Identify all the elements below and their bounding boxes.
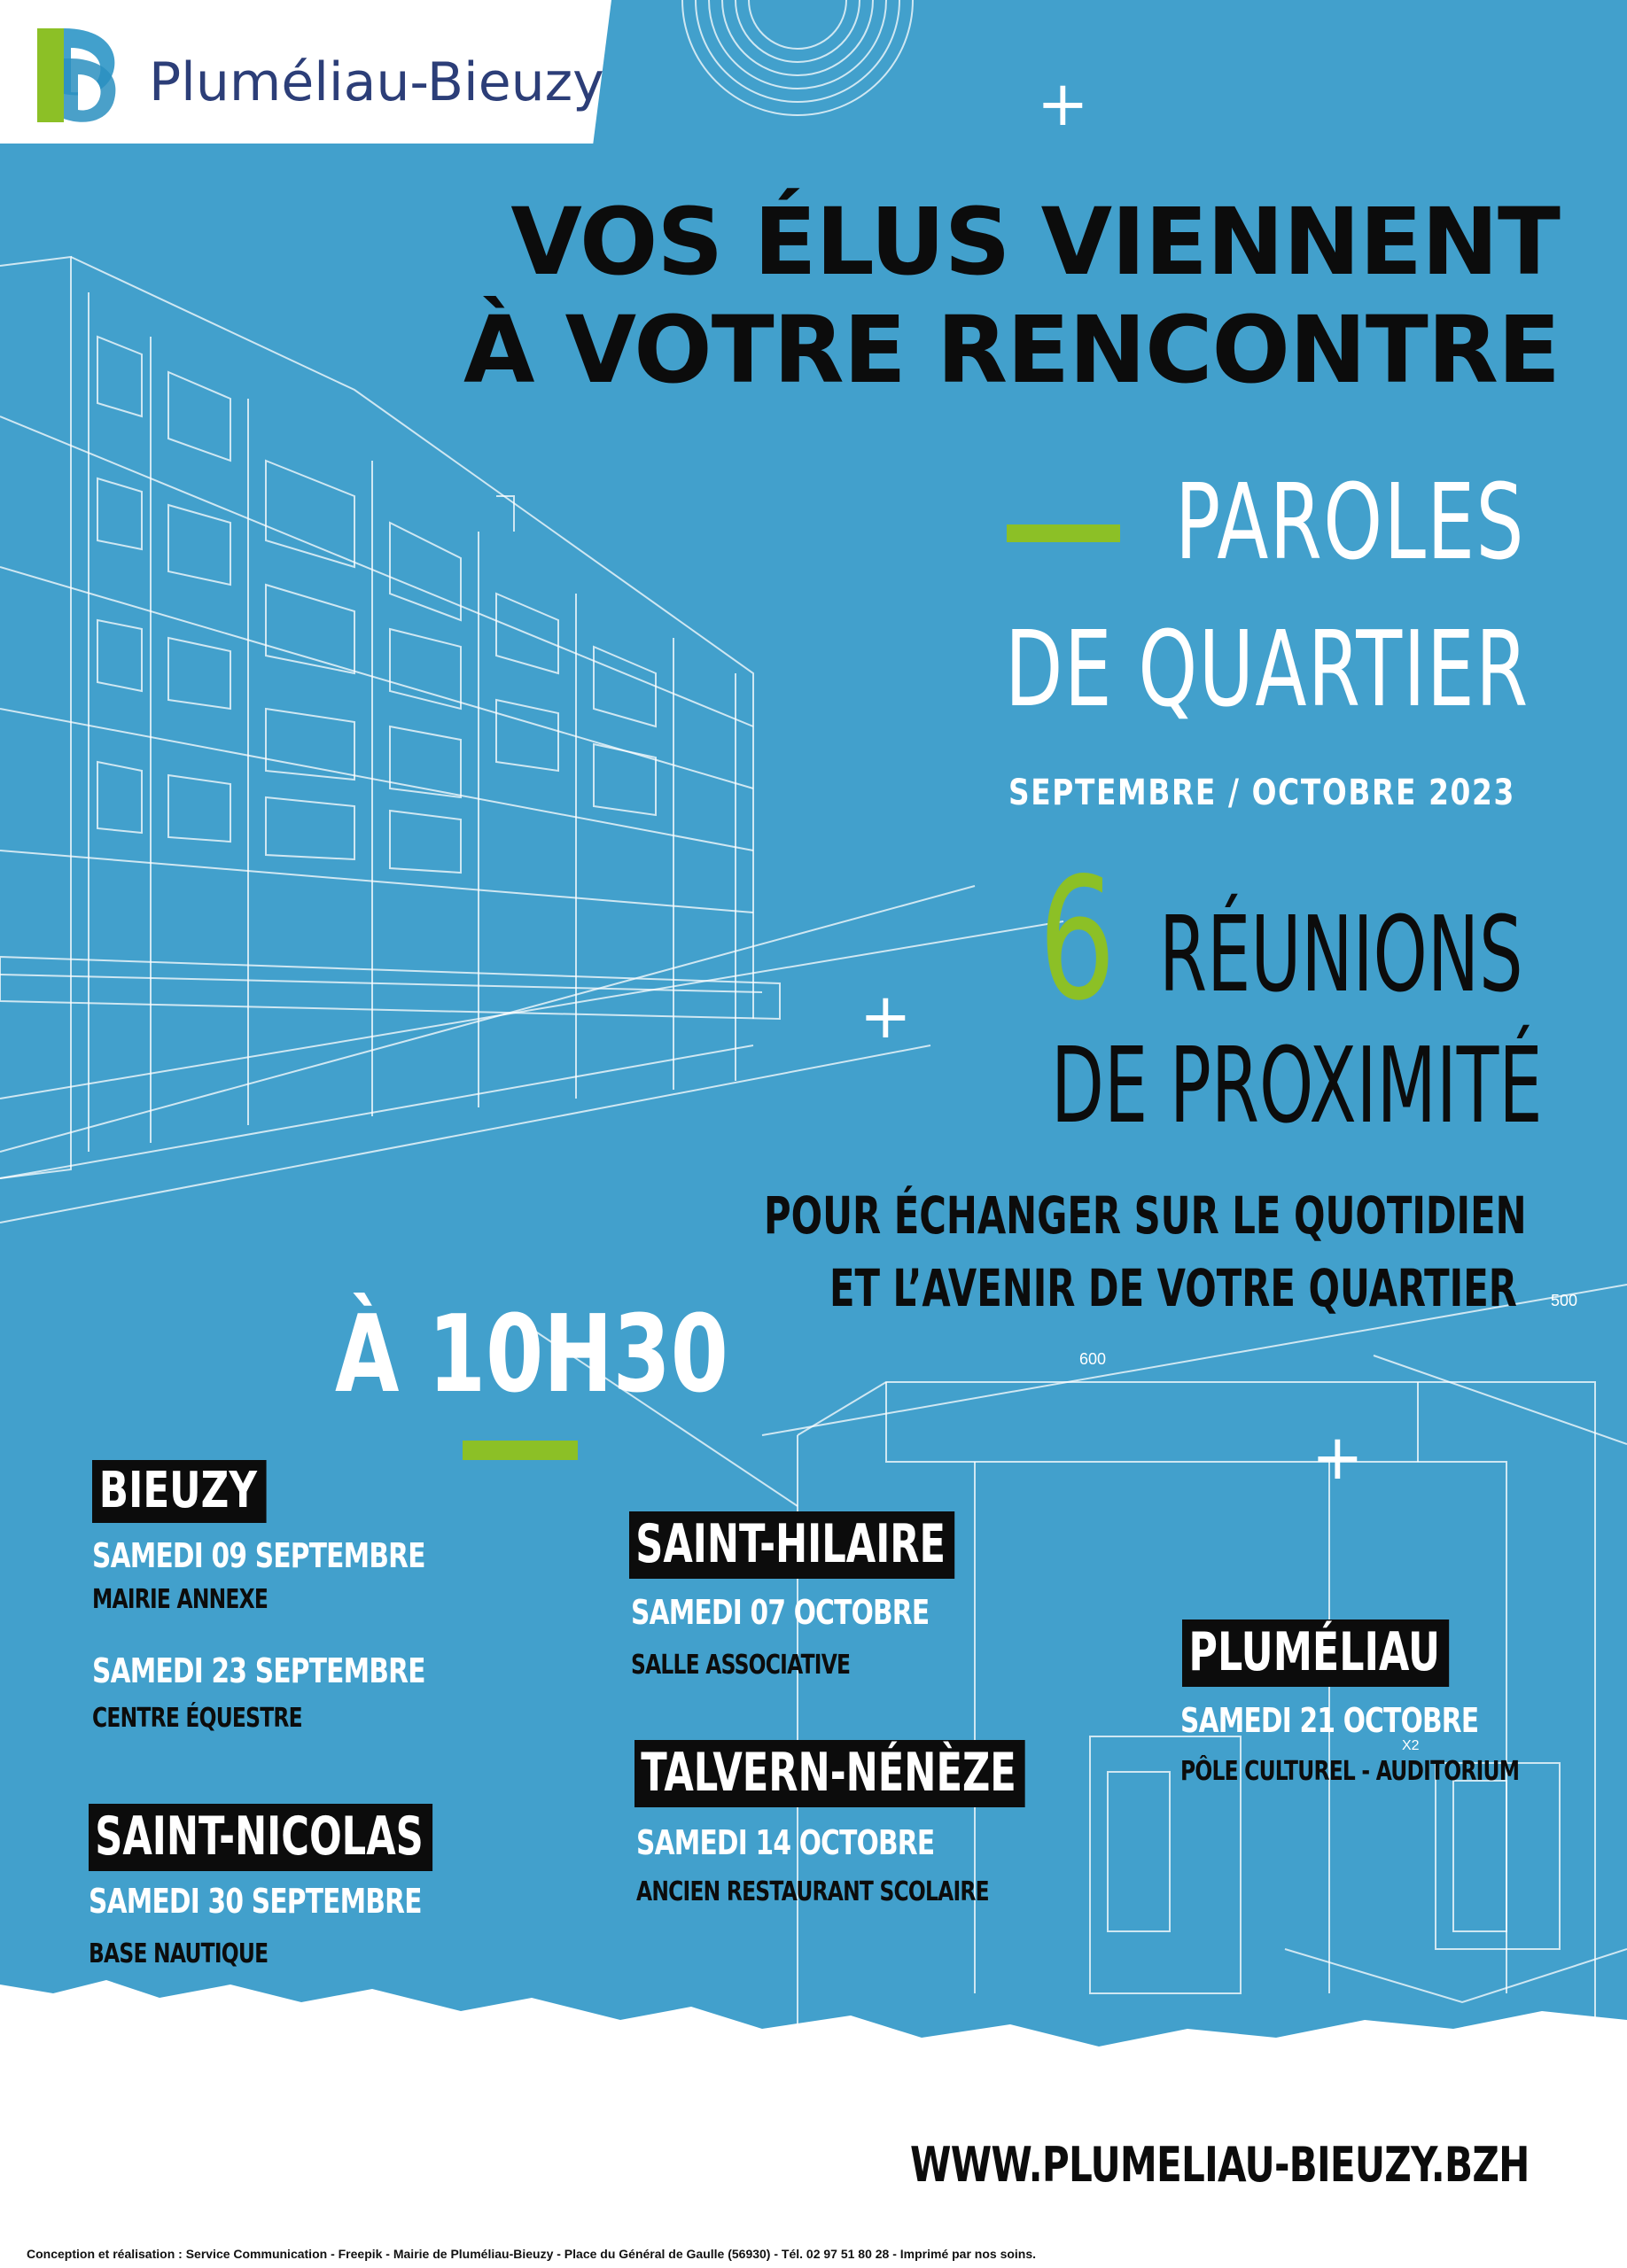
drawing-dimension-label: 500 [1551,1292,1578,1309]
meeting-date: SAMEDI 07 OCTOBRE [631,1593,930,1632]
meeting-time: À 10H30 [335,1293,728,1417]
plus-icon: + [1312,1421,1364,1494]
headline-line-1: VOS ÉLUS VIENNENT [510,188,1560,296]
meeting-date: SAMEDI 09 SEPTEMBRE [92,1536,425,1575]
meeting-date: SAMEDI 21 OCTOBRE [1180,1701,1479,1740]
event-title-line-2: DE QUARTIER [1005,608,1530,730]
location-name: SAINT-NICOLAS [89,1804,432,1871]
headline-line-2: À VOTRE RENCONTRE [463,296,1560,404]
purpose-line-1: POUR ÉCHANGER SUR LE QUOTIDIEN [764,1185,1527,1246]
website-link[interactable]: WWW.PLUMELIAU-BIEUZY.BZH [910,2137,1530,2193]
meeting-date: SAMEDI 23 SEPTEMBRE [92,1651,425,1690]
location-name: SAINT-HILAIRE [629,1511,954,1579]
meeting-venue: MAIRIE ANNEXE [92,1584,269,1615]
meeting-venue: ANCIEN RESTAURANT SCOLAIRE [636,1876,989,1907]
location-name: TALVERN-NÉNÈZE [634,1740,1025,1807]
meeting-venue: BASE NAUTIQUE [89,1938,269,1969]
meeting-venue: SALLE ASSOCIATIVE [631,1650,851,1681]
location-talvern-neneze [634,1740,1025,1807]
meeting-date: SAMEDI 30 SEPTEMBRE [89,1882,422,1921]
accent-bar [463,1441,578,1460]
meeting-count-label-line-1: RÉUNIONS [1159,893,1523,1015]
location-saint-nicolas [89,1804,432,1871]
meeting-count-label-line-2: DE PROXIMITÉ [1051,1024,1543,1146]
meeting-count: 6 [1039,842,1117,1037]
drawing-dimension-label: X2 [1402,1738,1420,1753]
drawing-dimension-label: 600 [1079,1350,1107,1368]
plus-icon: + [860,980,912,1052]
location-name: PLUMÉLIAU [1182,1619,1449,1687]
location-name: BIEUZY [92,1460,267,1523]
accent-bar [1007,524,1120,542]
plus-icon: + [1037,67,1089,140]
credits-text: Conception et réalisation : Service Communication - Freepik - Mairie de Pluméliau-Bieuzy - Place du Général de Gaulle (56930) - Tél. 02 97 51 80 28 - Imprimé par nos soins. [27,2247,1037,2261]
event-period: SEPTEMBRE / OCTOBRE 2023 [1008,773,1515,813]
meeting-date: SAMEDI 14 OCTOBRE [636,1823,935,1862]
purpose-line-2: ET L’AVENIR DE VOTRE QUARTIER [829,1258,1517,1318]
event-title-line-1: PAROLES [1175,461,1525,583]
meeting-venue: CENTRE ÉQUESTRE [92,1703,302,1734]
location-saint-hilaire [629,1511,954,1579]
meeting-venue: PÔLE CULTUREL - AUDITORIUM [1180,1756,1520,1787]
pb-logo-icon [25,23,135,128]
headline [0,188,1560,404]
location-bieuzy [92,1460,267,1523]
location-plumeliau [1182,1619,1449,1687]
brand-name: Pluméliau-Bieuzy [149,51,604,113]
